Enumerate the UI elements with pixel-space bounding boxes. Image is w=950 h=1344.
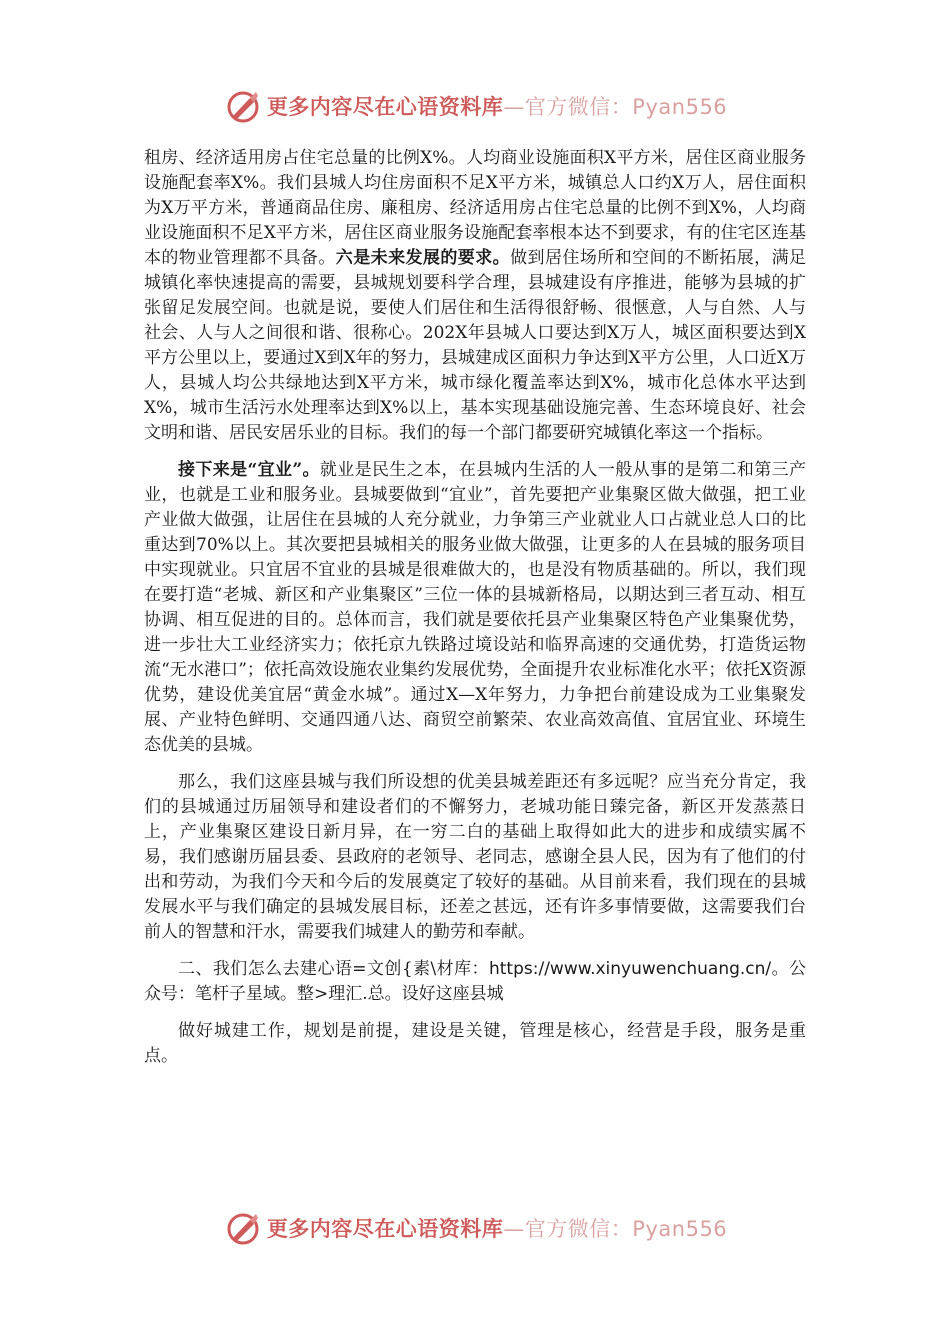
pen-logo-icon — [223, 86, 263, 126]
footer-watermark-banner — [0, 1208, 950, 1248]
banner-text: 更多内容尽在心语资料库—官方微信：Pyan556 — [266, 95, 728, 119]
pen-logo-icon — [223, 1208, 263, 1248]
paragraph-gap: 那么，我们这座县城与我们所设想的优美县城差距还有多远呢？应当充分肯定，我们的县城通过历届领导和建设者们的不懈努力，老城功能日臻完备，新区开发蒸蒸日上，产业集聚区建设日新月异，在一穷二白的基础上取得如此大的进步和成绩实属不易，我们感谢历届县委、县政府的老领导、老同志，感谢全县人民，因为有了他们的付出和劳动，为我们今天和今后的发展奠定了较好的基础。从目前来看，我们现在的县城发展水平与我们确定的县城发展目标，还差之甚远，还有许多事情要做，这需要我们台前人的智慧和汗水，需要我们城建人的勤劳和奉献。 — [144, 772, 806, 942]
paragraph-employment: 接下来是“宜业”。就业是民生之本，在县城内生活的人一般从事的是第二和第三产业，也就是工业和服务业。县城要做到“宜业”，首先要把产业集聚区做大做强，把工业产业做大做强，让居住在县城的人充分就业，力争第三产业就业人口占就业总人口的比重达到70%以上。其次要把县城相关的服务业做大做强，让更多的人在县城的服务项目中实现就业。只宜居不宜业的县城是很难做大的，也是没有物质基础的。所以，我们现在要打造“老城、新区和产业集聚区”三位一体的县城新格局，以期达到三者互动、相互协调、相互促进的目的。总体而言，我们就是要依托县产业集聚区特色产业集聚优势，进一步壮大工业经济实力；依托京九铁路过境设站和临界高速的交通优势，打造货运物流“无水港口”；依托高效设施农业集约发展优势，全面提升农业标准化水平；依托X资源优势，建设优美宜居“黄金水城”。通过X—X年努力，力争把台前建设成为工业集聚发展、产业特色鲜明、交通四通八达、商贸空前繁荣、农业高效高值、宜居宜业、环境生态优美的县城。 — [144, 460, 806, 755]
paragraph-priorities: 做好城建工作，规划是前提，建设是关键，管理是核心，经营是手段，服务是重点。 — [144, 1021, 806, 1066]
heading-future-requirement: 六是未来发展的要求。 — [335, 248, 511, 268]
paragraph-section-two: 二、我们怎么去建心语=文创{素\材库：https://www.xinyuwenchuang.cn/。公众号：笔杆子星域。整>理汇.总。设好这座县城 — [144, 959, 807, 1004]
header-watermark-banner — [0, 86, 950, 126]
paragraph-housing: 租房、经济适用房占住宅总量的比例X%。人均商业设施面积X平方米，居住区商业服务设施配套率X%。我们县城人均住房面积不足X平方米，城镇总人口约X万人，居住面积为X万平方米，普通商品住房、廉租房、经济适用房占住宅总量的比例不到X%，人均商业设施面积不足X平方米，居住区商业服务设施配套率根本达不到要求，有的住宅区连基本的物业管理都不具备。六是未来发展的要求。做到居住场所和空间的不断拓展，满足城镇化率快速提高的需要，县城规划要科学合理，县城建设有序推进，能够为县城的扩张留足发展空间。也就是说，要使人们居住和生活得很舒畅、很惬意，人与自然、人与社会、人与人之间很和谐、很称心。202X年县城人口要达到X万人，城区面积要达到X平方公里以上，要通过X到X年的努力，县城建成区面积力争达到X平方公里，人口近X万人，县城人均公共绿地达到X平方米，城市绿化覆盖率达到X%，城市化总体水平达到X%，城市生活污水处理率达到X%以上，基本实现基础设施完善、生态环境良好、社会文明和谐、居民安居乐业的目标。我们的每一个部门都要研究城镇化率这一个指标。 — [144, 148, 807, 443]
heading-yiye: 接下来是“宜业”。 — [178, 460, 320, 480]
banner-text: 更多内容尽在心语资料库—官方微信：Pyan556 — [266, 1217, 728, 1241]
source-link[interactable]: https://www.xinyuwenchuang.cn/ — [488, 959, 772, 979]
document-body — [144, 146, 806, 1081]
